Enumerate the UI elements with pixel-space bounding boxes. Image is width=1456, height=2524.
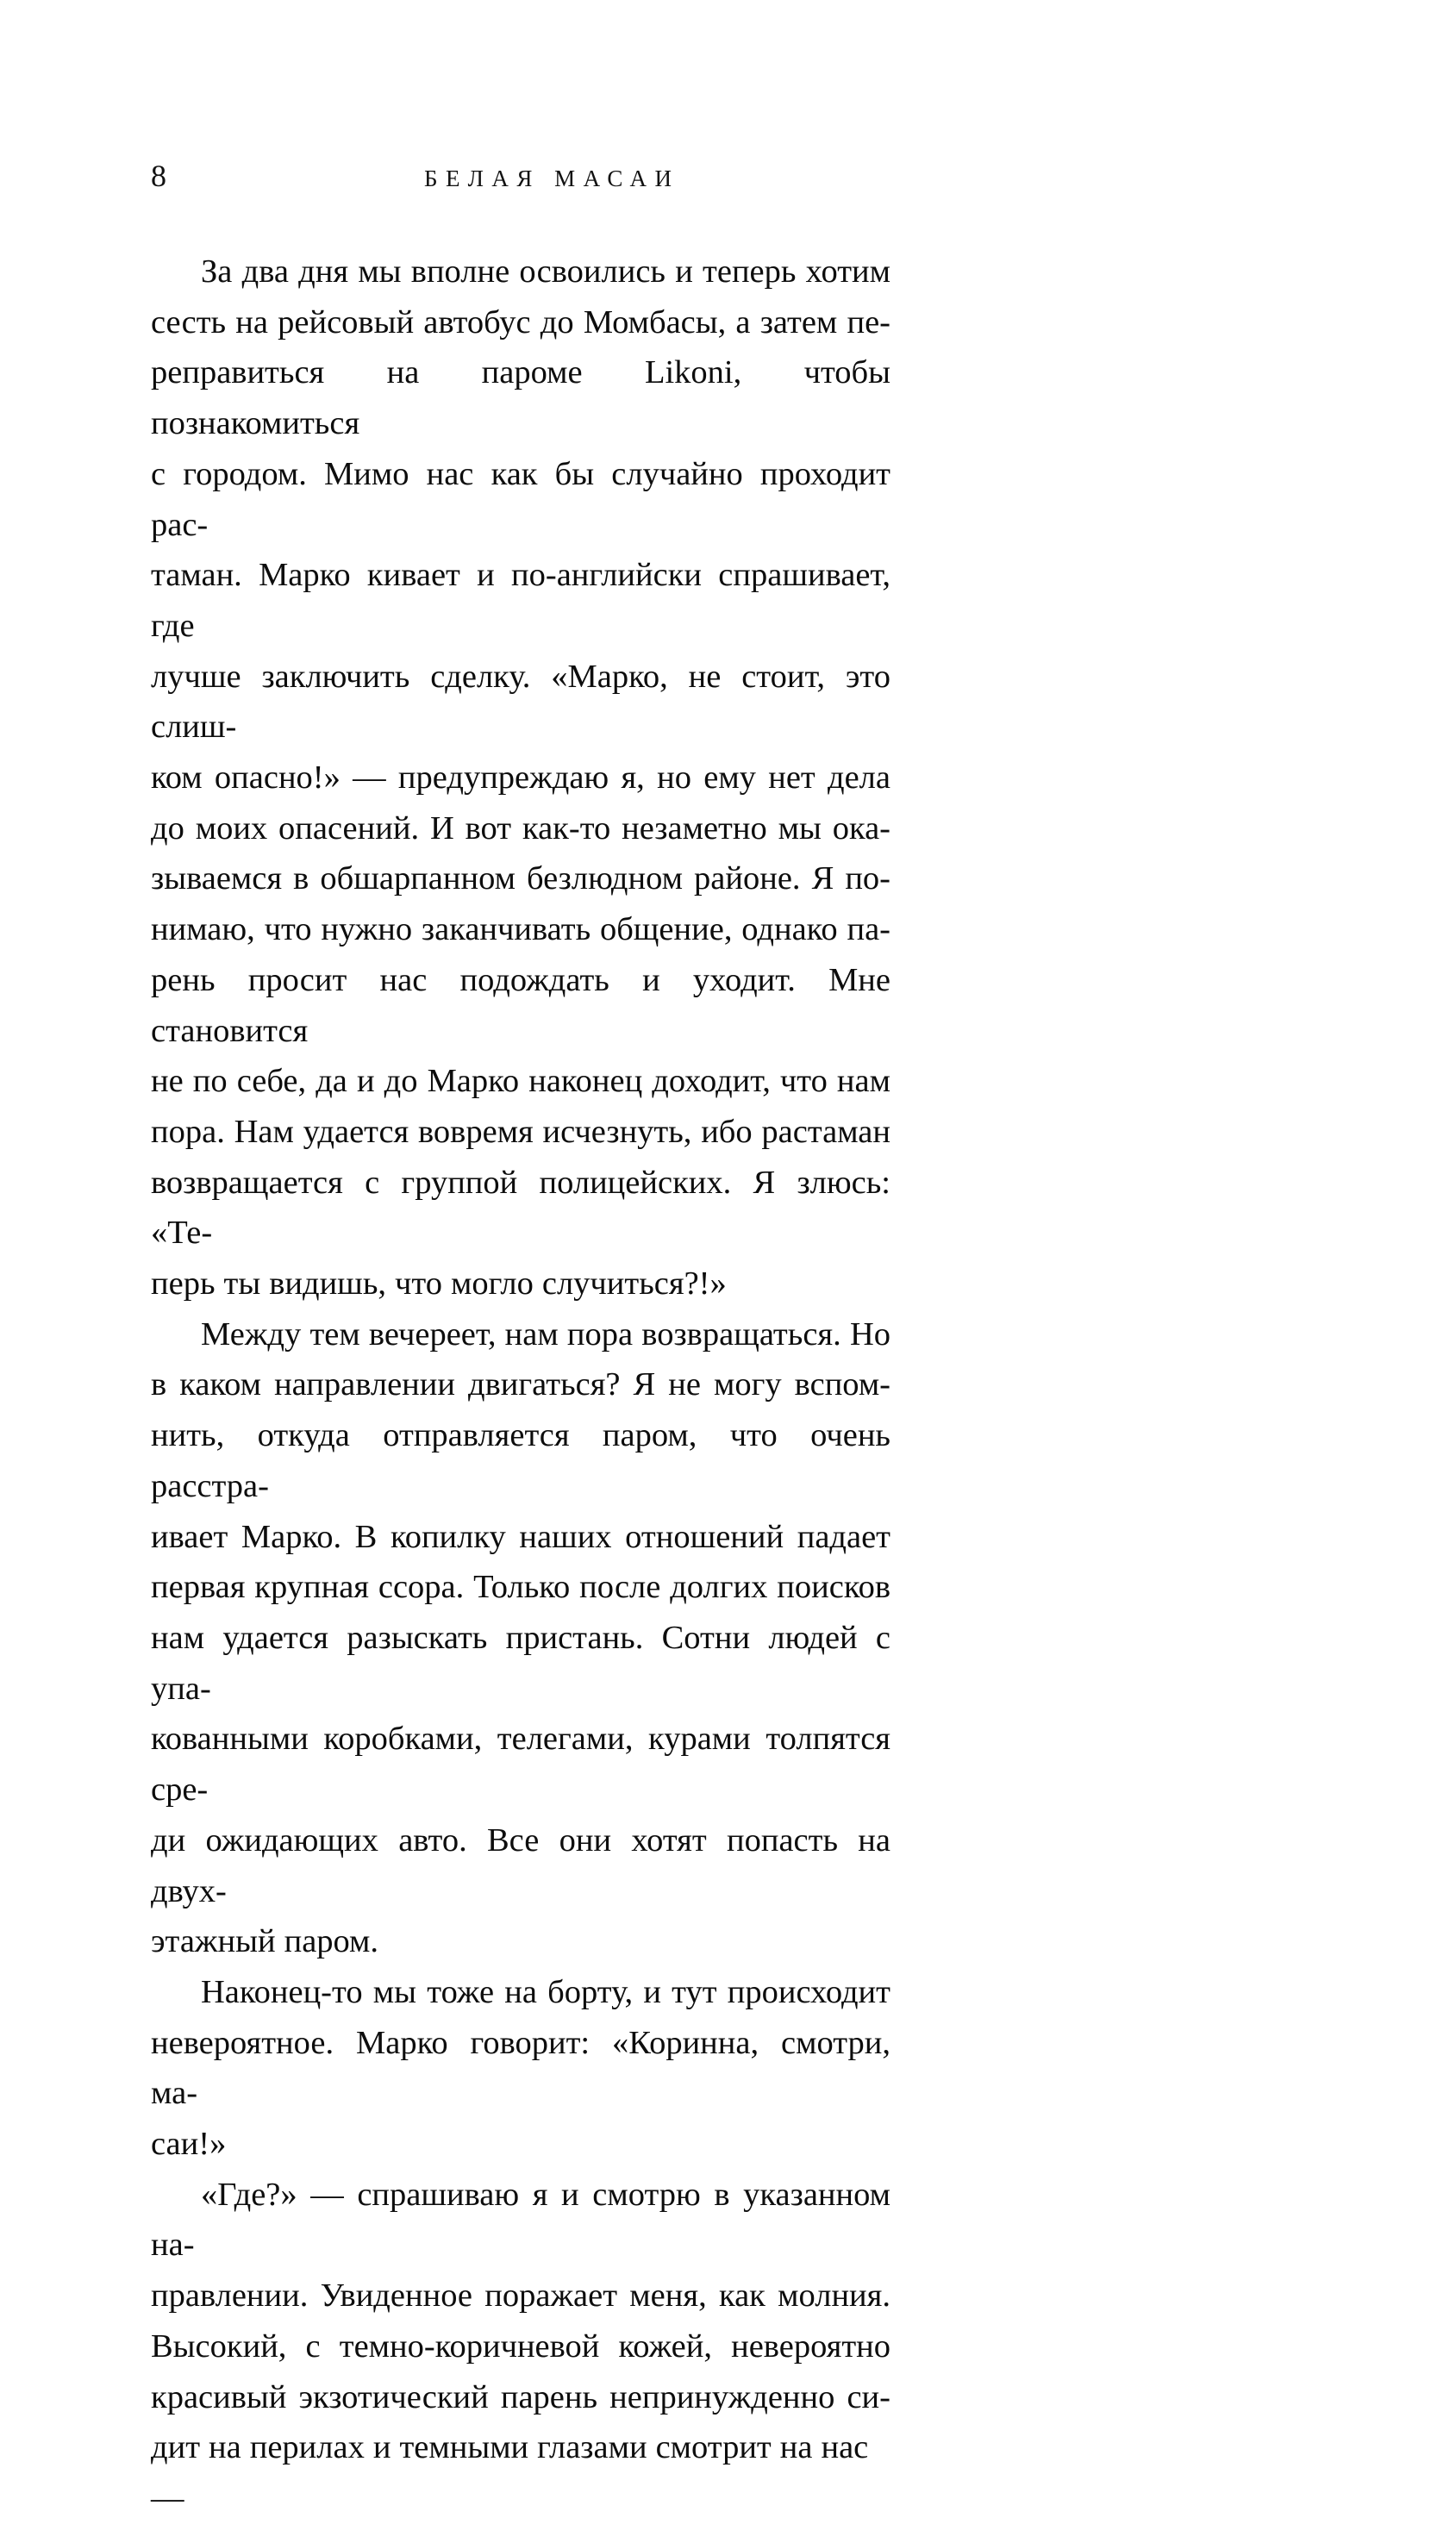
text-line: нам удается разыскать пристань. Сотни людей с упа-	[151, 1619, 890, 1707]
text-line: правлении. Увиденное поражает меня, как молния.	[151, 2277, 890, 2315]
body-text	[151, 247, 890, 2524]
text-line: «Где?» — спрашиваю я и смотрю в указанном на-	[151, 2176, 890, 2264]
text-line: зываемся в обшарпанном безлюдном районе. Я по-	[151, 860, 890, 897]
paragraph-1	[151, 247, 890, 1309]
text-line: ком опасно!» — предупреждаю я, но ему нет дела	[151, 759, 890, 797]
text-line: возвращается с группой полицейских. Я злюсь: «Те-	[151, 1164, 890, 1252]
text-line: сесть на рейсовый автобус до Момбасы, а затем пе-	[151, 303, 890, 340]
text-line: пора. Нам удается вовремя исчезнуть, ибо растаман	[151, 1113, 890, 1150]
text-line: невероятное. Марко говорит: «Коринна, смотри, ма-	[151, 2024, 890, 2112]
text-line: реправиться на пароме Likoni, чтобы познакомиться	[151, 354, 890, 442]
text-line: лучше заключить сделку. «Марко, не стоит, это слиш-	[151, 658, 890, 746]
paragraph-4	[151, 2170, 890, 2524]
text-line: ивает Марко. В копилку наших отношений падает	[151, 1518, 890, 1555]
text-line: саи!»	[151, 2126, 227, 2163]
text-line: Между тем вечереет, нам пора возвращаться. Но	[201, 1315, 890, 1353]
text-line: Наконец-то мы тоже на борту, и тут происходит	[201, 1973, 890, 2010]
text-line: дит на перилах и темными глазами смотрит на нас —	[151, 2429, 869, 2516]
text-line: этажный паром.	[151, 1923, 379, 1960]
running-head-title: БЕЛАЯ МАСАИ	[423, 166, 680, 191]
text-line: не по себе, да и до Марко наконец доходит, что нам	[151, 1063, 890, 1100]
text-line: нить, откуда отправляется паром, что очень расстра-	[151, 1417, 890, 1504]
text-line: с городом. Мимо нас как бы случайно проходит рас-	[151, 455, 890, 543]
paragraph-2	[151, 1309, 890, 1967]
text-line: Высокий, с темно-коричневой кожей, невероятно	[151, 2327, 890, 2365]
page-number: 8	[151, 159, 166, 193]
text-line: таман. Марко кивает и по-английски спрашивает, где	[151, 557, 890, 644]
paragraph-3	[151, 1967, 890, 2170]
text-line: красивый экзотический парень непринужденно си-	[151, 2378, 890, 2415]
text-line: нимаю, что нужно заканчивать общение, однако па-	[151, 911, 890, 948]
text-line: рень просит нас подождать и уходит. Мне становится	[151, 961, 890, 1049]
text-line: перь ты видишь, что могло случиться?!»	[151, 1265, 727, 1303]
text-line: За два дня мы вполне освоились и теперь хотим	[201, 253, 890, 290]
text-line: первая крупная ссора. Только после долгих поисков	[151, 1569, 890, 1606]
text-line: ди ожидающих авто. Все они хотят попасть на двух-	[151, 1821, 890, 1909]
text-line: до моих опасений. И вот как-то незаметно мы ока-	[151, 809, 890, 847]
running-header	[151, 157, 888, 195]
text-line: кованными коробками, телегами, курами толпятся сре-	[151, 1721, 890, 1809]
text-line: в каком направлении двигаться? Я не могу вспом-	[151, 1366, 890, 1403]
